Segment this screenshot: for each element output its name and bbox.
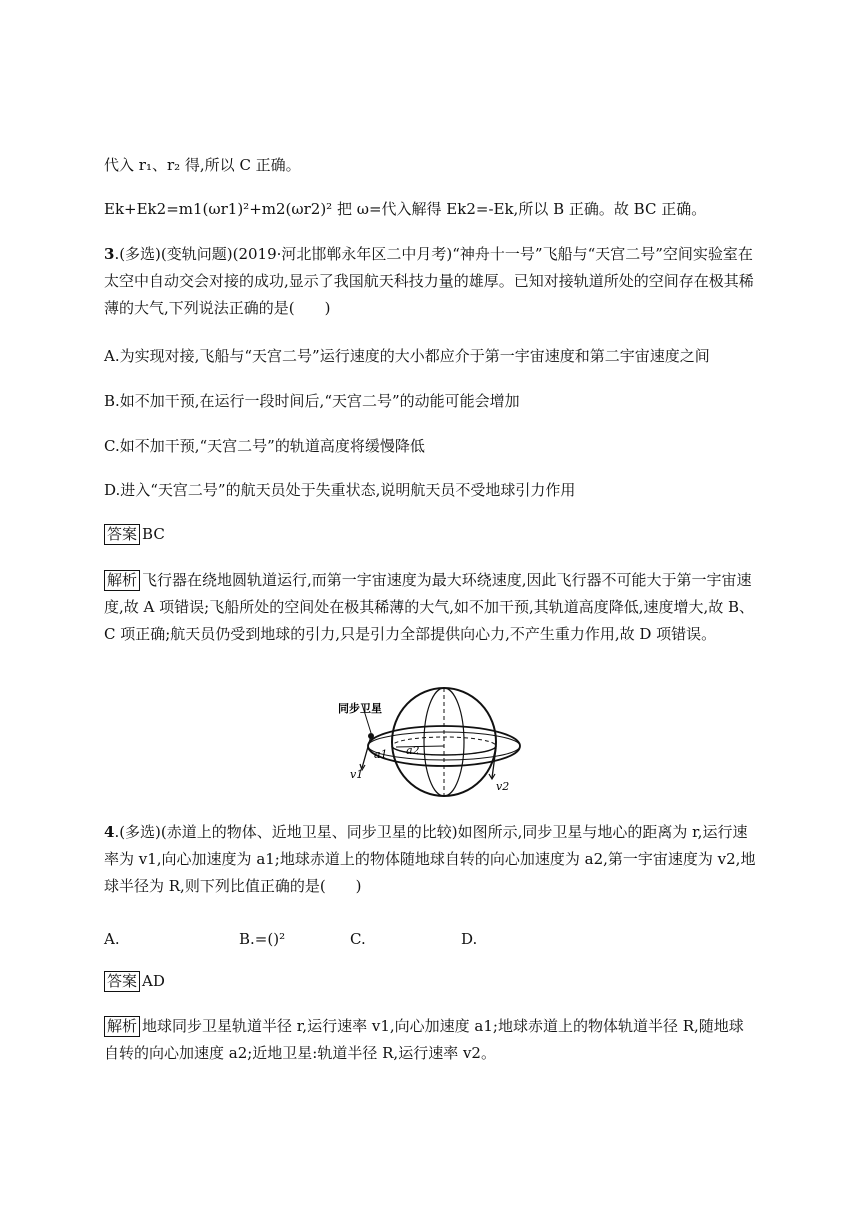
question-3-option-d: D.进入“天宫二号”的航天员处于失重状态,说明航天员不受地球引力作用 [104,481,576,499]
synchronous-satellite-label: 同步卫星 [338,702,382,715]
analysis-tag: 解析 [104,570,140,591]
answer-value: AD [142,972,165,990]
question-4-option-a: A. [104,930,120,948]
analysis-text: 飞行器在绕地圆轨道运行,而第一宇宙速度为最大环绕速度,因此飞行器不可能大于第一宇宙速度,故 A 项错误;飞船所处的空间处在极其稀薄的大气,如不加干预,其轨道高度降低,速度增大,故 B、C 项正确;航天员仍受到地球的引力,只是引力全部提供向心力,不产生重力作用,故 D 项错误。 [104,571,755,643]
question-4-option-b: B.=()² [239,930,286,948]
question-4-option-d: D. [461,930,478,948]
a2-label: a2 [406,744,420,757]
earth-orbit-diagram [336,686,522,804]
question-4-stem [104,819,756,900]
answer-value: BC [142,525,165,543]
answer-tag: 答案 [104,524,140,545]
analysis-tag: 解析 [104,1016,140,1037]
analysis-text: 地球同步卫星轨道半径 r,运行速率 v1,向心加速度 a1;地球赤道上的物体轨道半径 R,随地球自转的向心加速度 a2;近地卫星:轨道半径 R,运行速率 v2。 [104,1017,744,1062]
question-3-option-b: B.如不加干预,在运行一段时间后,“天宫二号”的动能可能会增加 [104,392,520,410]
v2-label: v2 [496,780,510,793]
question-4-number: 4 [104,823,115,841]
radius-line [396,746,444,747]
question-3-answer [104,523,165,545]
question-4-text: .(多选)(赤道上的物体、近地卫星、同步卫星的比较)如图所示,同步卫星与地心的距离为 r,运行速率为 v1,向心加速度为 a1;地球赤道上的物体随地球自转的向心加速度为 a2,第一宇宙速度为 v2,地球半径为 R,则下列比值正确的是( ) [104,823,756,895]
a1-label: a1 [374,748,388,761]
question-4-analysis [104,1013,756,1067]
question-4-option-c: C. [350,930,366,948]
v1-arrow [362,736,371,768]
question-3-option-c: C.如不加干预,“天宫二号”的轨道高度将缓慢降低 [104,437,425,455]
question-3-analysis [104,567,756,648]
v1-label: v1 [350,768,364,781]
previous-solution-line-2: Ek+Ek2=m1(ωr1)²+m2(ωr2)² 把 ω=代入解得 Ek2=-Ek,所以 B 正确。故 BC 正确。 [104,200,707,218]
answer-tag: 答案 [104,971,140,992]
question-3-number: 3 [104,245,115,263]
question-3-text: .(多选)(变轨问题)(2019·河北邯郸永年区二中月考)“神舟十一号”飞船与“天宫二号”空间实验室在太空中自动交会对接的成功,显示了我国航天科技力量的雄厚。已知对接轨道所处的空间存在极其稀薄的大气,下列说法正确的是( ) [104,245,754,317]
previous-solution-line-1: 代入 r₁、r₂ 得,所以 C 正确。 [104,156,301,174]
question-3-option-a: A.为实现对接,飞船与“天宫二号”运行速度的大小都应介于第一宇宙速度和第二宇宙速度之间 [104,347,710,365]
question-4-answer [104,970,165,992]
question-3-stem [104,241,756,322]
